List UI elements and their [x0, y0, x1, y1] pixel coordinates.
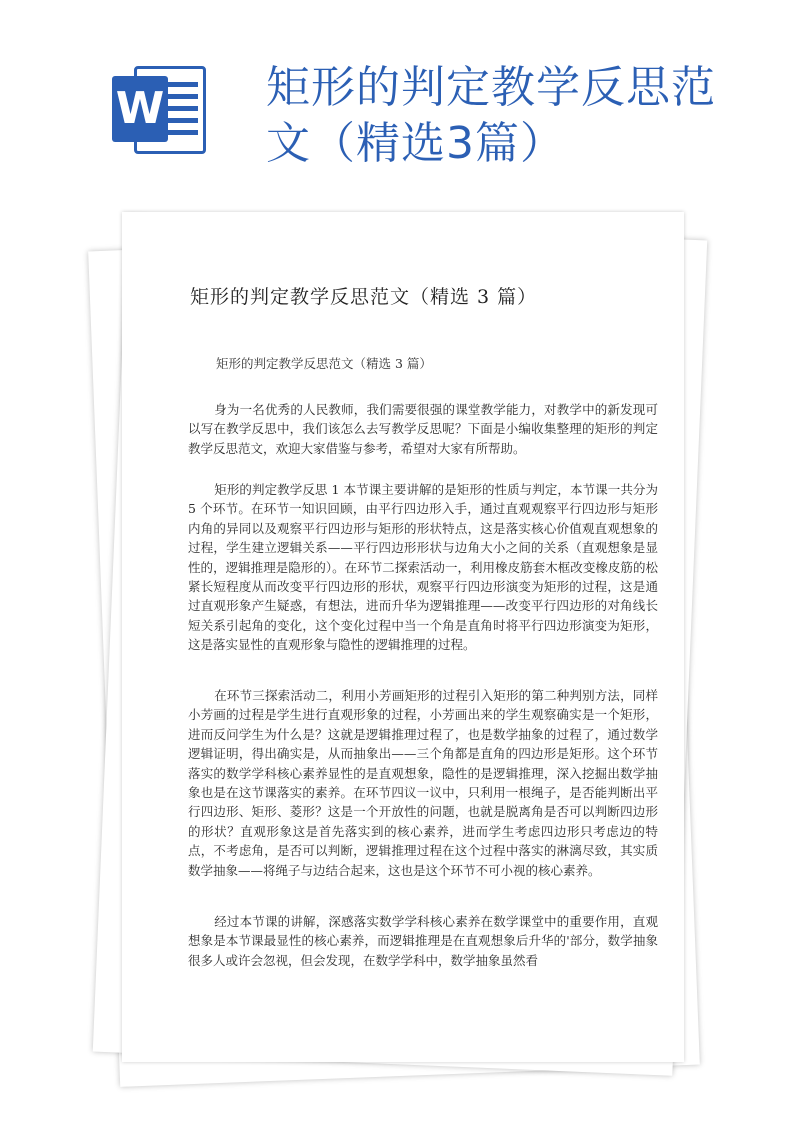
- text-line-shape: [168, 118, 198, 123]
- text-line-shape: [168, 106, 198, 111]
- paragraph: 经过本节课的讲解，深感落实数学学科核心素养在数学课堂中的重要作用，直观想象是本节课最显性的核心素养，而逻辑推理是在直观想象后升华的'部分，数学抽象很多人或许会忽视，但会发现，在数学学科中，数学抽象虽然看: [188, 914, 658, 968]
- paragraph: 身为一名优秀的人民教师，我们需要很强的课堂教学能力，对教学中的新发现可以写在教学反思中，我们该怎么去写教学反思呢？下面是小编收集整理的矩形的判定教学反思范文，欢迎大家借鉴与参考，希望对大家有所帮助。: [188, 402, 658, 456]
- document-subheading: 矩形的判定教学反思范文（精选 3 篇）: [216, 356, 432, 371]
- paragraph: 在环节三探索活动二，利用小芳画矩形的过程引入矩形的第二种判别方法，同样小芳画的过程是学生进行直观形象的过程，小芳画出来的学生观察确实是一个矩形，进而反问学生为什么是？这就是逻辑推理过程了，也是数学抽象的过程了，通过数学逻辑证明，得出确实是，从而抽象出——三个角都是直角的四边形是矩形。这个环节落实的数学学科核心素养显性的是直观想象，隐性的是逻辑推理，深入挖掘出数学抽象也是在这节课落实的素养。在环节四议一议中，只利用一根绳子，是否能判断出平行四边形、矩形、菱形？这是一个开放性的问题，也就是脱离角是否可以判断四边形的形状？直观形象这是首先落实到的核心素养，进而学生考虑四边形只考虑边的特点，不考虑角，是否可以判断，逻辑推理过程在这个过程中落实的淋漓尽致，其实质数学抽象——将绳子与边结合起来，这也是这个环节不可小视的核心素养。: [188, 688, 658, 878]
- text-line-shape: [168, 130, 198, 135]
- text-line-shape: [168, 82, 198, 87]
- paragraph: 矩形的判定教学反思 1 本节课主要讲解的是矩形的性质与判定，本节课一共分为 5 个环节。在环节一知识回顾，由平行四边形入手，通过直观观察平行四边形与矩形内角的异同以及观察平行四边形与矩形的形状特点，这是落实核心价值观直观想象的过程，学生建立逻辑关系——平行四边形形状与边角大小之间的关系（直观想象是显性的，逻辑推理是隐形的）。在环节二探索活动一，利用橡皮筋套木框改变橡皮筋的松紧长短程度从而改变平行四边形的形状，观察平行四边形演变为矩形的过程，这是通过直观形象产生疑惑，有想法，进而升华为逻辑推理——改变平行四边形的对角线长短关系引起角的变化，这个变化过程中当一个角是直角时将平行四边形演变为矩形，这是落实显性的直观形象与隐性的逻辑推理的过程。: [188, 482, 658, 653]
- word-logo-letter: W: [112, 76, 168, 142]
- text-line-shape: [168, 94, 198, 99]
- document-heading: 矩形的判定教学反思范文（精选 3 篇）: [190, 286, 538, 308]
- document-page: [122, 212, 684, 1062]
- page-title: 矩形的判定教学反思范文（精选3篇）: [266, 62, 716, 169]
- word-document-icon: [112, 62, 208, 158]
